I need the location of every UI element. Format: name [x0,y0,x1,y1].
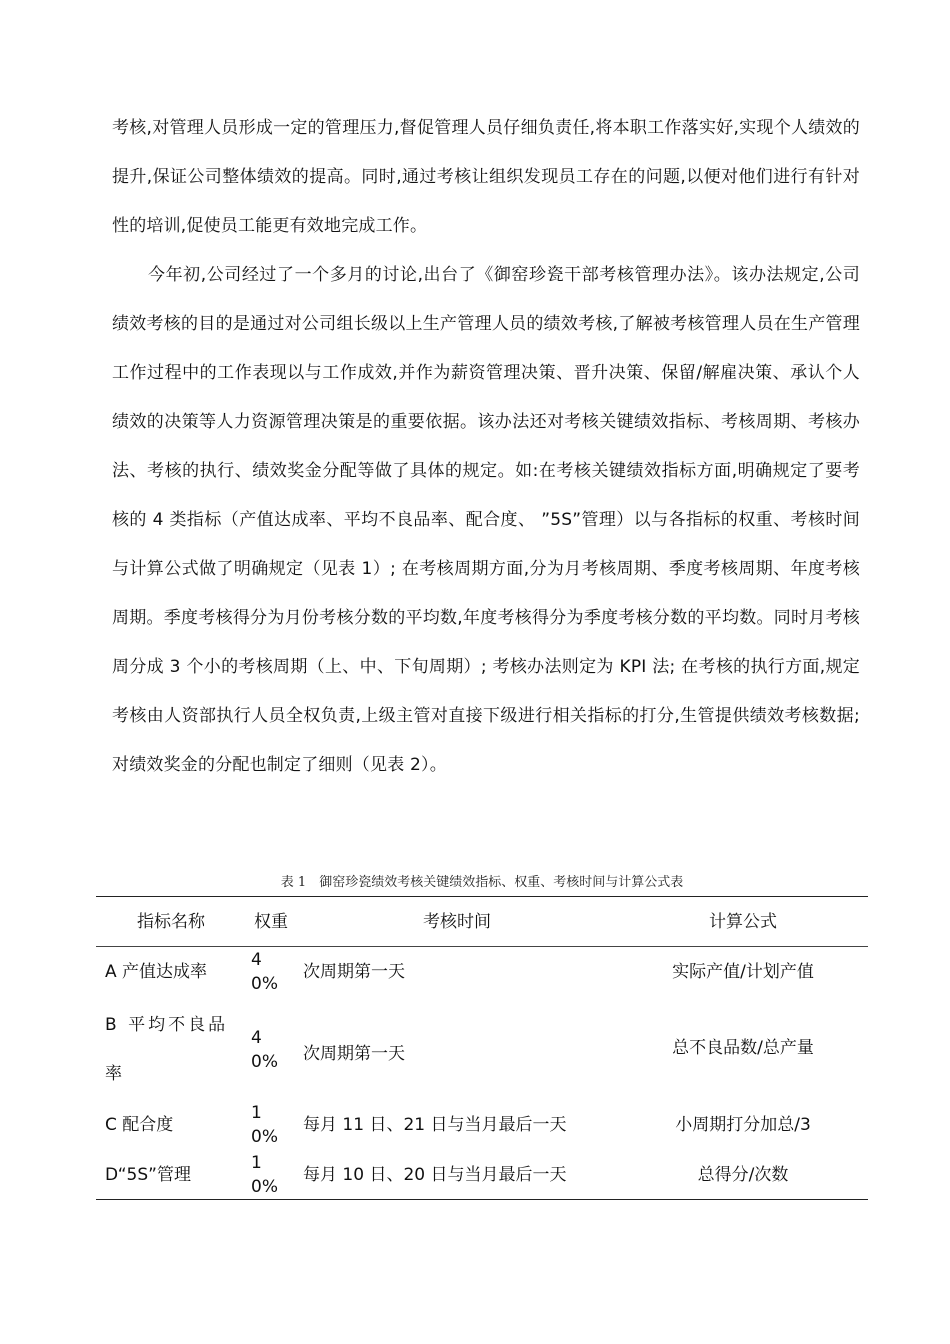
body-text [112,104,860,790]
table-caption: 表 1 御窑珍瓷绩效考核关键绩效指标、权重、考核时间与计算公式表 [280,875,684,890]
cell-name: D“5S”管理 [96,1151,246,1200]
cell-weight [246,947,296,998]
weight-value: 10% [251,1153,278,1197]
time-value: 次周期第一天 [303,1044,405,1064]
cell-time: 次周期第一天 [303,962,405,982]
cell-name: C 配合度 [105,1115,174,1135]
cell-formula: 实际产值/计划产值 [672,962,814,982]
header-time: 考核时间 [296,897,618,947]
table-header-row [96,897,868,947]
cell-weight [246,1151,296,1200]
weight-value: 10% [251,1103,278,1147]
header-formula: 计算公式 [618,897,868,947]
header-weight: 权重 [246,897,296,947]
name-value: B 平均不良品率 [105,1015,229,1084]
weight-value: 40% [251,950,278,994]
cell-weight [246,1099,296,1151]
cell-formula: 总得分/次数 [618,1151,868,1200]
cell-name [96,997,246,1099]
cell-name: A 产值达成率 [105,962,208,982]
cell-time: 每月 11 日、21 日与当月最后一天 [303,1115,567,1135]
cell-time: 每月 10 日、20 日与当月最后一天 [296,1151,618,1200]
cell-formula: 总不良品数/总产量 [672,1038,814,1058]
kpi-table [96,896,868,1200]
table-row [96,997,868,1099]
table-row [96,947,868,998]
table-row [96,1099,868,1151]
table-row [96,1151,868,1200]
weight-value: 40% [251,1028,278,1072]
cell-time [296,997,618,1099]
cell-formula: 小周期打分加总/3 [675,1115,811,1135]
cell-weight [246,997,296,1099]
header-name: 指标名称 [96,897,246,947]
paragraph-2: 今年初,公司经过了一个多月的讨论,出台了《御窑珍瓷干部考核管理办法》。该办法规定,公司绩效考核的目的是通过对公司组长级以上生产管理人员的绩效考核,了解被考核管理人员在生产管理工作过程中的工作表现以与工作成效,并作为薪资管理决策、晋升决策、保留/解雇决策、承认个人绩效的决策等人力资源管理决策是的重要依据。该办法还对考核关键绩效指标、考核周期、考核办法、考核的执行、绩效奖金分配等做了具体的规定。如:在考核关键绩效指标方面,明确规定了要考核的 4 类指标（产值达成率、平均不良品率、配合度、 ”5S”管理）以与各指标的权重、考核时间与计算公式做了明确规定（见表 1）; 在考核周期方面,分为月考核周期、季度考核周期、年度考核周期。季度考核得分为月份考核分数的平均数,年度考核得分为季度考核分数的平均数。同时月考核周分成 3 个小的考核周期（上、中、下旬周期）; 考核办法则定为 KPI 法; 在考核的执行方面,规定考核由人资部执行人员全权负责,上级主管对直接下级进行相关指标的打分,生管提供绩效考核数据; 对绩效奖金的分配也制定了细则（见表 2）。 [112,265,860,775]
paragraph-1: 考核,对管理人员形成一定的管理压力,督促管理人员仔细负责任,将本职工作落实好,实现个人绩效的提升,保证公司整体绩效的提高。同时,通过考核让组织发现员工存在的问题,以便对他们进行有针对性的培训,促使员工能更有效地完成工作。 [112,118,860,236]
